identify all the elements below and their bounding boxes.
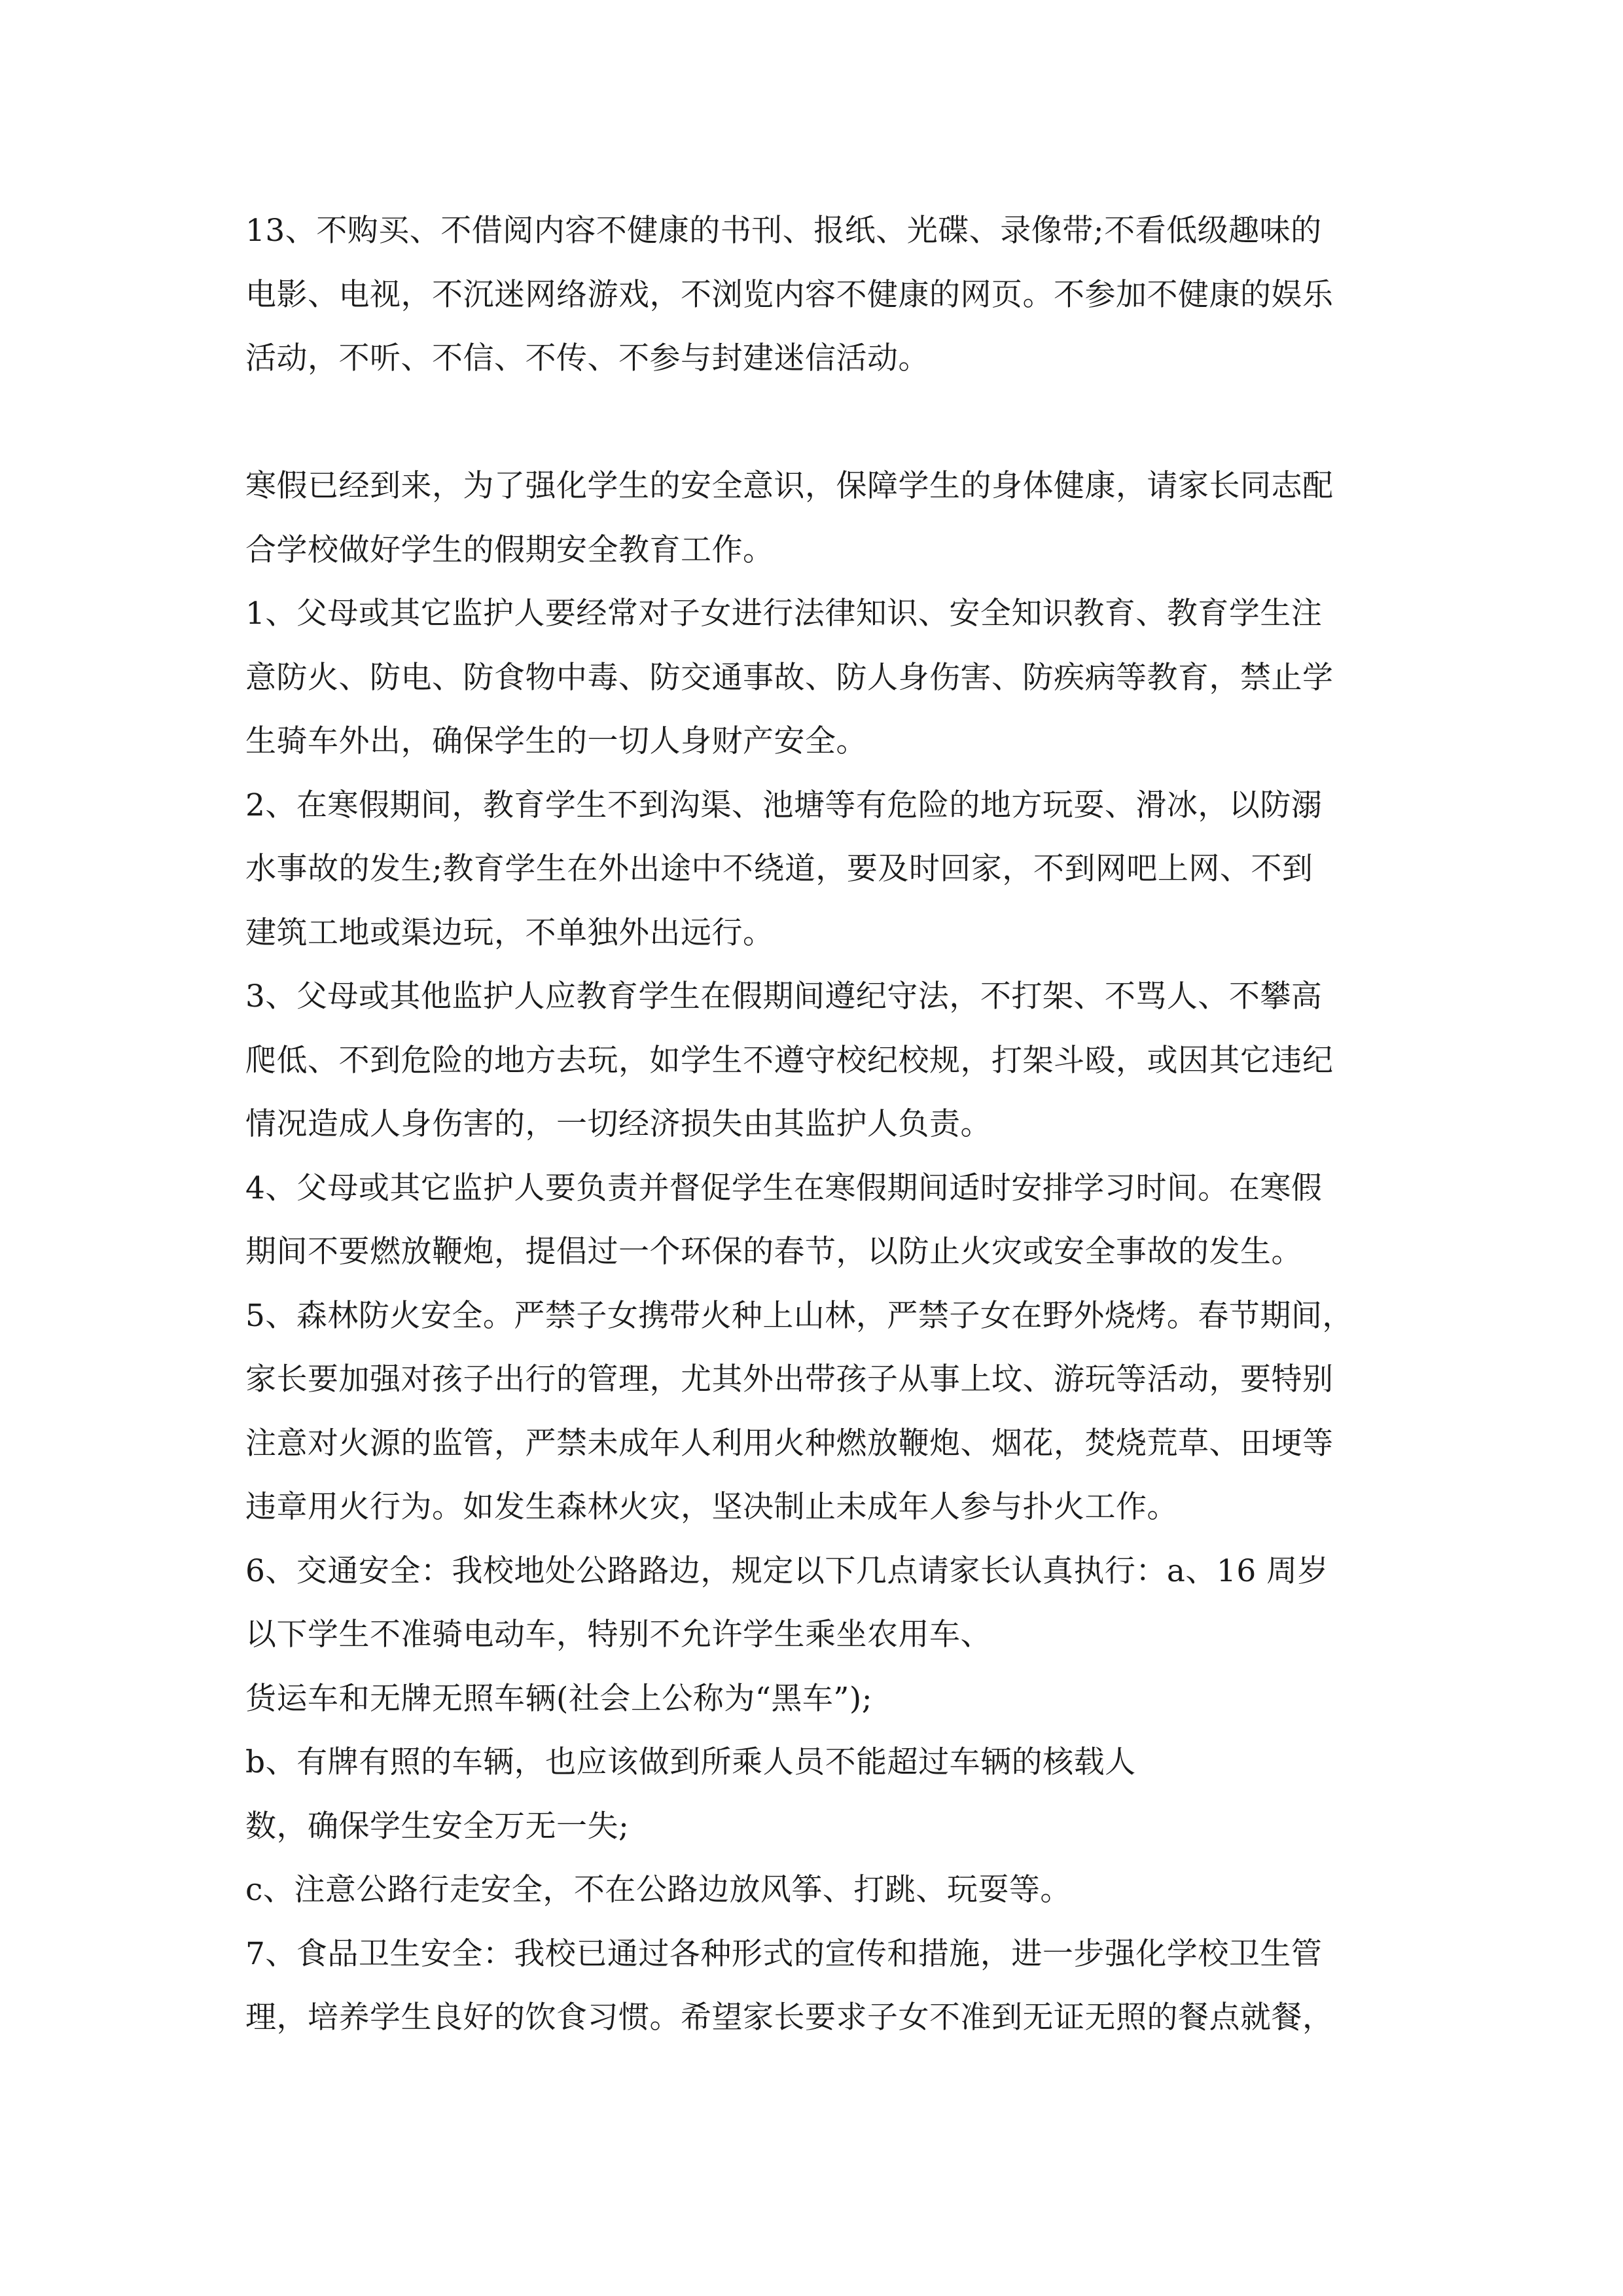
notice-body [245,454,1384,2050]
text-line: 电影、电视，不沉迷网络游戏，不浏览内容不健康的网页。不参加不健康的娱乐 [245,276,1334,313]
item-5-line: 5、森林防火安全。严禁子女携带火种上山林，严禁子女在野外烧烤。春节期间， [245,1297,1353,1334]
text-line: 13、不购买、不借阅内容不健康的书刊、报纸、光碟、录像带;不看低级趣味的 [245,213,1322,249]
item-6-line: 6、交通安全：我校地处公路路边，规定以下几点请家长认真执行：a、16 周岁 [245,1552,1329,1589]
item-5-line: 家长要加强对孩子出行的管理，尤其外出带孩子从事上坟、游玩等活动，要特别 [245,1361,1334,1397]
item-3-line: 情况造成人身伤害的，一切经济损失由其监护人负责。 [245,1106,991,1142]
item-7-line: 7、食品卫生安全：我校已通过各种形式的宣传和措施，进一步强化学校卫生管 [245,1935,1323,1972]
item-2-line: 建筑工地或渠边玩，不单独外出远行。 [245,914,774,951]
item-7-line: 理，培养学生良好的饮食习惯。希望家长要求子女不准到无证无照的餐点就餐， [245,2000,1334,2036]
text-line: 活动，不听、不信、不传、不参与封建迷信活动。 [245,340,929,376]
item-5-line: 注意对火源的监管，严禁未成年人利用火种燃放鞭炮、烟花，焚烧荒草、田埂等 [245,1425,1334,1462]
item-1-line: 生骑车外出，确保学生的一切人身财产安全。 [245,723,867,759]
item-6-line: 货运车和无牌无照车辆(社会上公称为“黑车”); [245,1680,873,1717]
item-6-line: 以下学生不准骑电动车，特别不允许学生乘坐农用车、 [245,1617,991,1653]
item-3-line: 爬低、不到危险的地方去玩，如学生不遵守校纪校规，打架斗殴，或因其它违纪 [245,1042,1334,1079]
item-4-line: 期间不要燃放鞭炮，提倡过一个环保的春节，以防止火灾或安全事故的发生。 [245,1234,1302,1270]
item-2-line: 2、在寒假期间，教育学生不到沟渠、池塘等有危险的地方玩耍、滑冰，以防溺 [245,787,1323,823]
item-6c-line: c、注意公路行走安全，不在公路边放风筝、打跳、玩耍等。 [245,1872,1071,1908]
item-4-line: 4、父母或其它监护人要负责并督促学生在寒假期间适时安排学习时间。在寒假 [245,1170,1323,1206]
item-6b-line: b、有牌有照的车辆，也应该做到所乘人员不能超过车辆的核载人 [245,1744,1136,1780]
intro-line: 寒假已经到来，为了强化学生的安全意识，保障学生的身体健康，请家长同志配 [245,468,1334,504]
item-3-line: 3、父母或其他监护人应教育学生在假期间遵纪守法，不打架、不骂人、不攀高 [245,978,1323,1014]
intro-line: 合学校做好学生的假期安全教育工作。 [245,531,774,568]
paragraph-item-13 [245,199,1384,391]
item-2-line: 水事故的发生;教育学生在外出途中不绕道，要及时回家，不到网吧上网、不到 [245,851,1313,887]
item-1-line: 意防火、防电、防食物中毒、防交通事故、防人身伤害、防疾病等教育，禁止学 [245,659,1334,696]
item-5-line: 违章用火行为。如发生森林火灾，坚决制止未成年人参与扑火工作。 [245,1489,1178,1525]
item-6b-line: 数，确保学生安全万无一失; [245,1808,630,1844]
item-1-line: 1、父母或其它监护人要经常对子女进行法律知识、安全知识教育、教育学生注 [245,596,1323,632]
